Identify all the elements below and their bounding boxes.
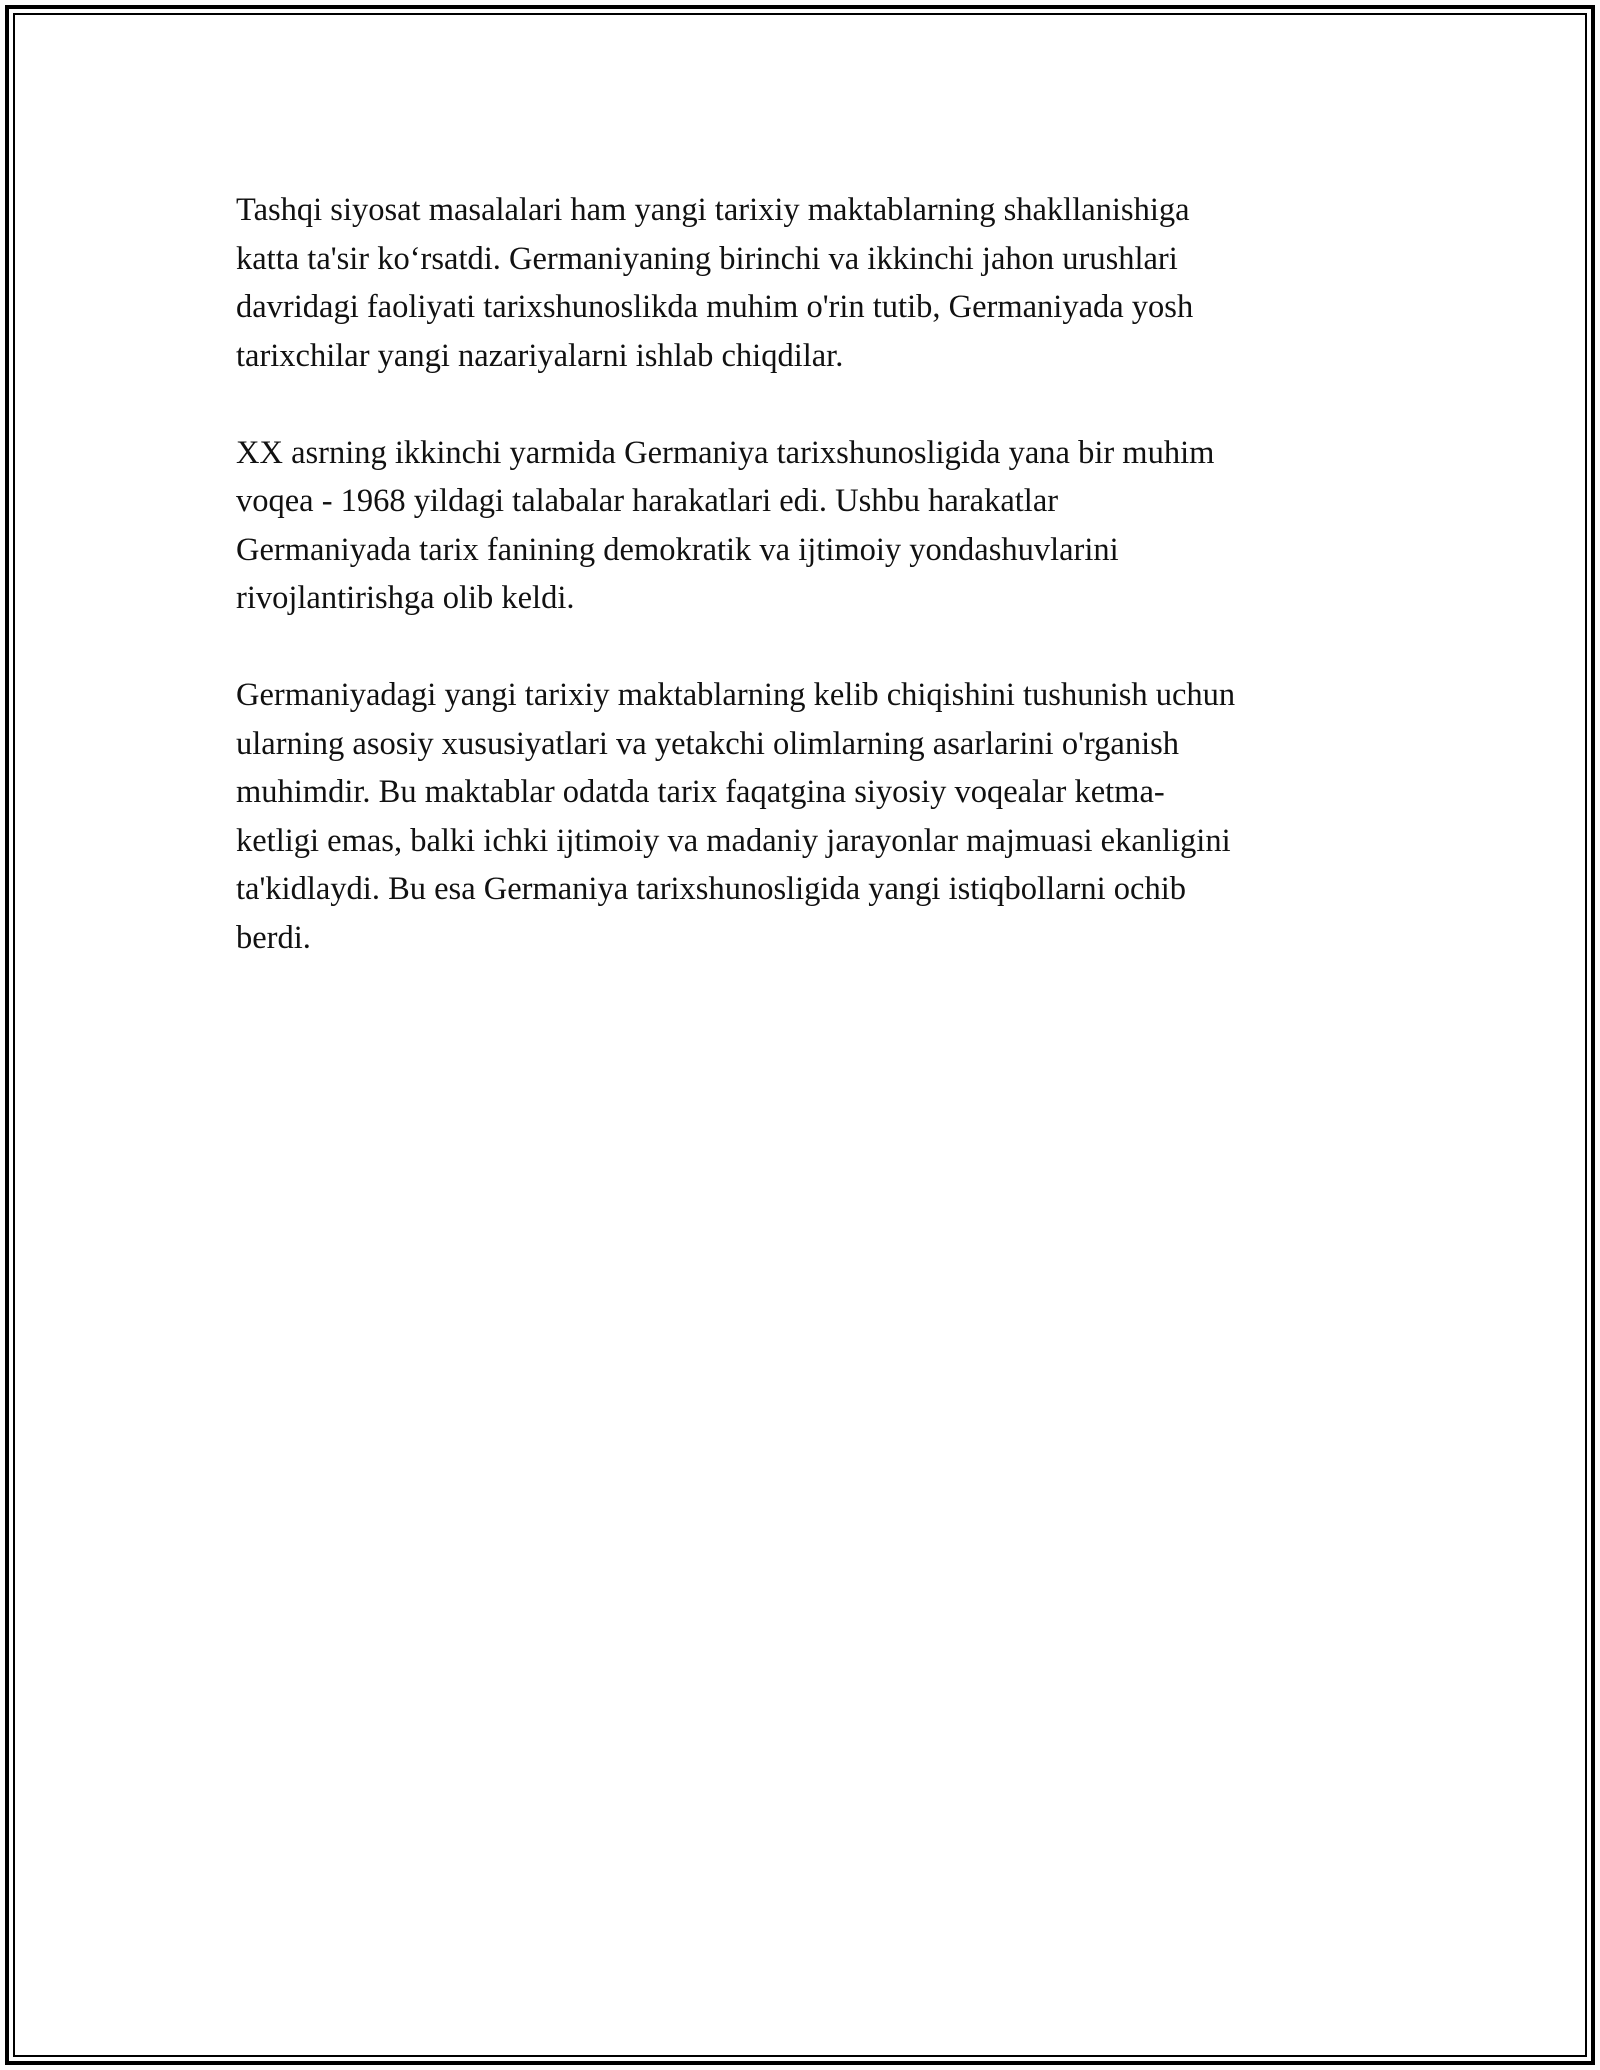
- paragraph-2: XX asrning ikkinchi yarmida Germaniya tarixshunosligida yana bir muhim voqea - 1968 yildagi talabalar harakatlari edi. Ushbu harakatlar Germaniyada tarix fanining demokratik va ijtimoiy yondashuvlarini rivojlantirishga olib keldi.: [236, 434, 1215, 616]
- document-body: [236, 186, 1386, 1011]
- paragraph-1: Tashqi siyosat masalalari ham yangi tarixiy maktablarning shakllanishiga katta ta'sir ko‘rsatdi. Germaniyaning birinchi va ikkinchi jahon urushlari davridagi faoliyati tarixshunoslikda muhim o'rin tutib, Germaniyada yosh tarixchilar yangi nazariyalarni ishlab chiqdilar.: [236, 192, 1194, 374]
- paragraph-3: Germaniyadagi yangi tarixiy maktablarning kelib chiqishini tushunish uchun ularning asosiy xususiyatlari va yetakchi olimlarning asarlarini o'rganish muhimdir. Bu maktablar odatda tarix faqatgina siyosiy voqealar ketma- ketligi emas, balki ichki ijtimoiy va madaniy jarayonlar majmuasi ekanligini ta'kidlaydi. Bu esa Germaniya tarixshunosligida yangi istiqbollarni ochib berdi.: [236, 677, 1236, 956]
